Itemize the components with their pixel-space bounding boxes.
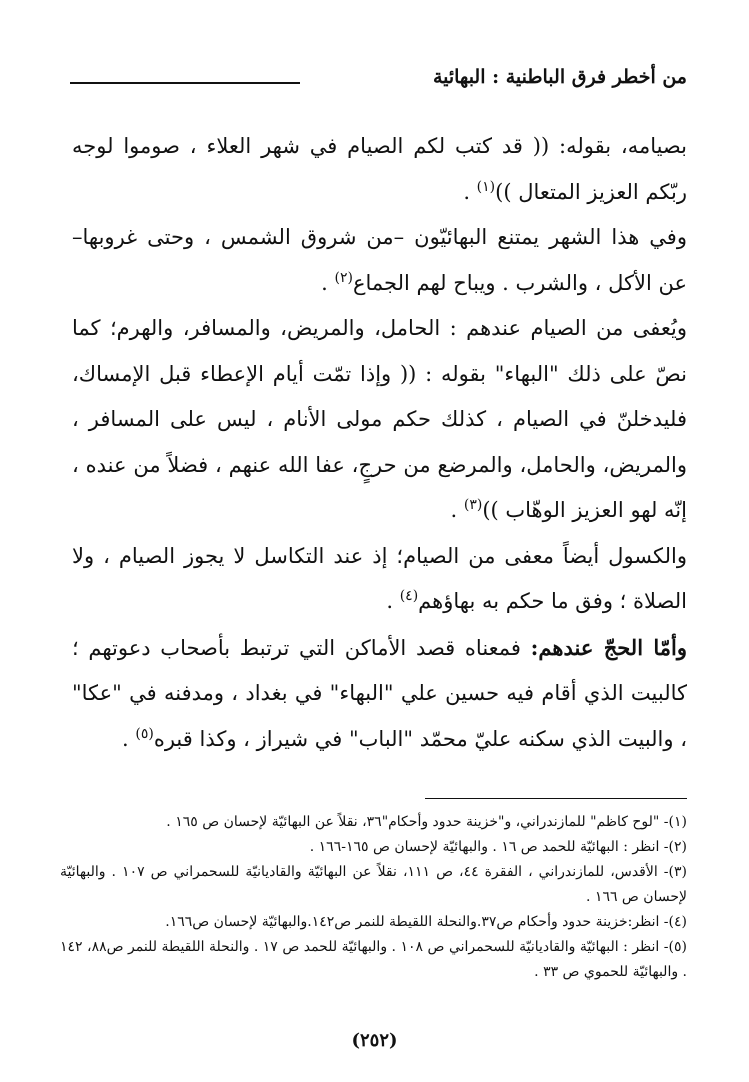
page-number: (٢٥٢)	[351, 1030, 398, 1051]
paragraph-4	[72, 534, 687, 625]
paragraph-5	[72, 625, 687, 763]
paragraph-2	[72, 215, 687, 306]
footnote-4: (٤)- انظر:خزينة حدود وأحكام ص٣٧.والنحلة اللقيطة للنمر ص١٤٢.والبهائيّة لإحسان ص١٦٦.	[165, 914, 687, 930]
paragraph-2-text: وفي هذا الشهر يمتنع البهائيّون –من شروق الشمس ، وحتى غروبها– عن الأكل ، والشرب . ويباح لهم الجماع	[72, 225, 687, 295]
paragraph-1	[72, 124, 687, 215]
paragraph-4-end: .	[386, 589, 400, 613]
footnote-1: (١)- "لوح كاظم" للمازندراني، و"خزينة حدود وأحكام"٣٦، نقلاً عن البهائيّة لإحسان ص ١٦٥ .	[166, 814, 687, 830]
paragraph-5-lead: وأمّا الحجّ عندهم:	[530, 634, 687, 660]
note-ref-5[interactable]: (٥)	[135, 725, 154, 742]
main-text	[72, 124, 687, 762]
note-ref-4[interactable]: (٤)	[399, 588, 419, 604]
running-header-title: من أخطر فرق الباطنية : البهائية	[432, 66, 687, 88]
paragraph-3	[72, 306, 687, 534]
paragraph-1-text: بصيامه، بقوله: (( قد كتب لكم الصيام في شهر العلاء ، صوموا لوجه ربّكم العزيز المتعال ))	[72, 134, 687, 204]
footnote-2: (٢)- انظر : البهائيّة للحمد ص ١٦ . والبهائيّة لإحسان ص ١٦٥-١٦٦ .	[309, 839, 687, 855]
note-ref-3[interactable]: (٣)	[463, 497, 483, 513]
note-ref-2[interactable]: (٢)	[334, 269, 353, 286]
footnote-3: (٣)- الأقدس، للمازندراني ، الفقرة ٤٤، ص ١١١، نقلاً عن البهائيّة والقاديانيّة للسحمراني ص ١٠٧ . والبهائيّة لإحسان ص ١٦٦ .	[60, 864, 687, 905]
footnote-separator	[425, 798, 687, 799]
paragraph-4-text: والكسول أيضاً معفى من الصيام؛ إذ عند التكاسل لا يجوز الصيام ، ولا الصلاة ؛ وفق ما حكم به بهاؤهم	[72, 543, 687, 613]
header-rule	[70, 82, 300, 84]
paragraph-2-end: .	[321, 270, 335, 295]
paragraph-1-end: .	[463, 179, 477, 204]
note-ref-1[interactable]: (١)	[476, 178, 496, 195]
footnote-5: (٥)- انظر : البهائيّة والقاديانيّة للسحمراني ص ١٠٨ . والبهائيّة للحمد ص ١٧ . والنحلة اللقيطة للنمر ص٨٨، ١٤٢ . والبهائيّة للحموي ص ٣٣ .	[60, 939, 687, 980]
paragraph-3-end: .	[450, 498, 464, 522]
footnotes	[60, 810, 687, 985]
paragraph-5-end: .	[122, 726, 136, 751]
running-header	[70, 64, 687, 104]
paragraph-5-text: فمعناه قصد الأماكن التي ترتبط بأصحاب دعوتهم ؛ كالبيت الذي أقام فيه حسين علي "البهاء" في بغداد ، ومدفنه في "عكا" ، والبيت الذي سكنه عليّ محمّد "الباب" في شيراز ، وكذا قبره	[72, 635, 687, 751]
paragraph-3-text: ويُعفى من الصيام عندهم : الحامل، والمريض، والمسافر، والهرم؛ كما نصّ على ذلك "البهاء" بقوله : (( وإذا تمّت أيام الإعطاء قبل الإمساك، فليدخلنّ في الصيام ، كذلك حكم مولى الأنام ، ليس على المسافر ، والمريض، والحامل، والمرضع من حرجٍ، عفا الله عنهم ، فضلاً من عنده ، إنّه لهو العزيز الوهّاب ))	[72, 316, 687, 522]
